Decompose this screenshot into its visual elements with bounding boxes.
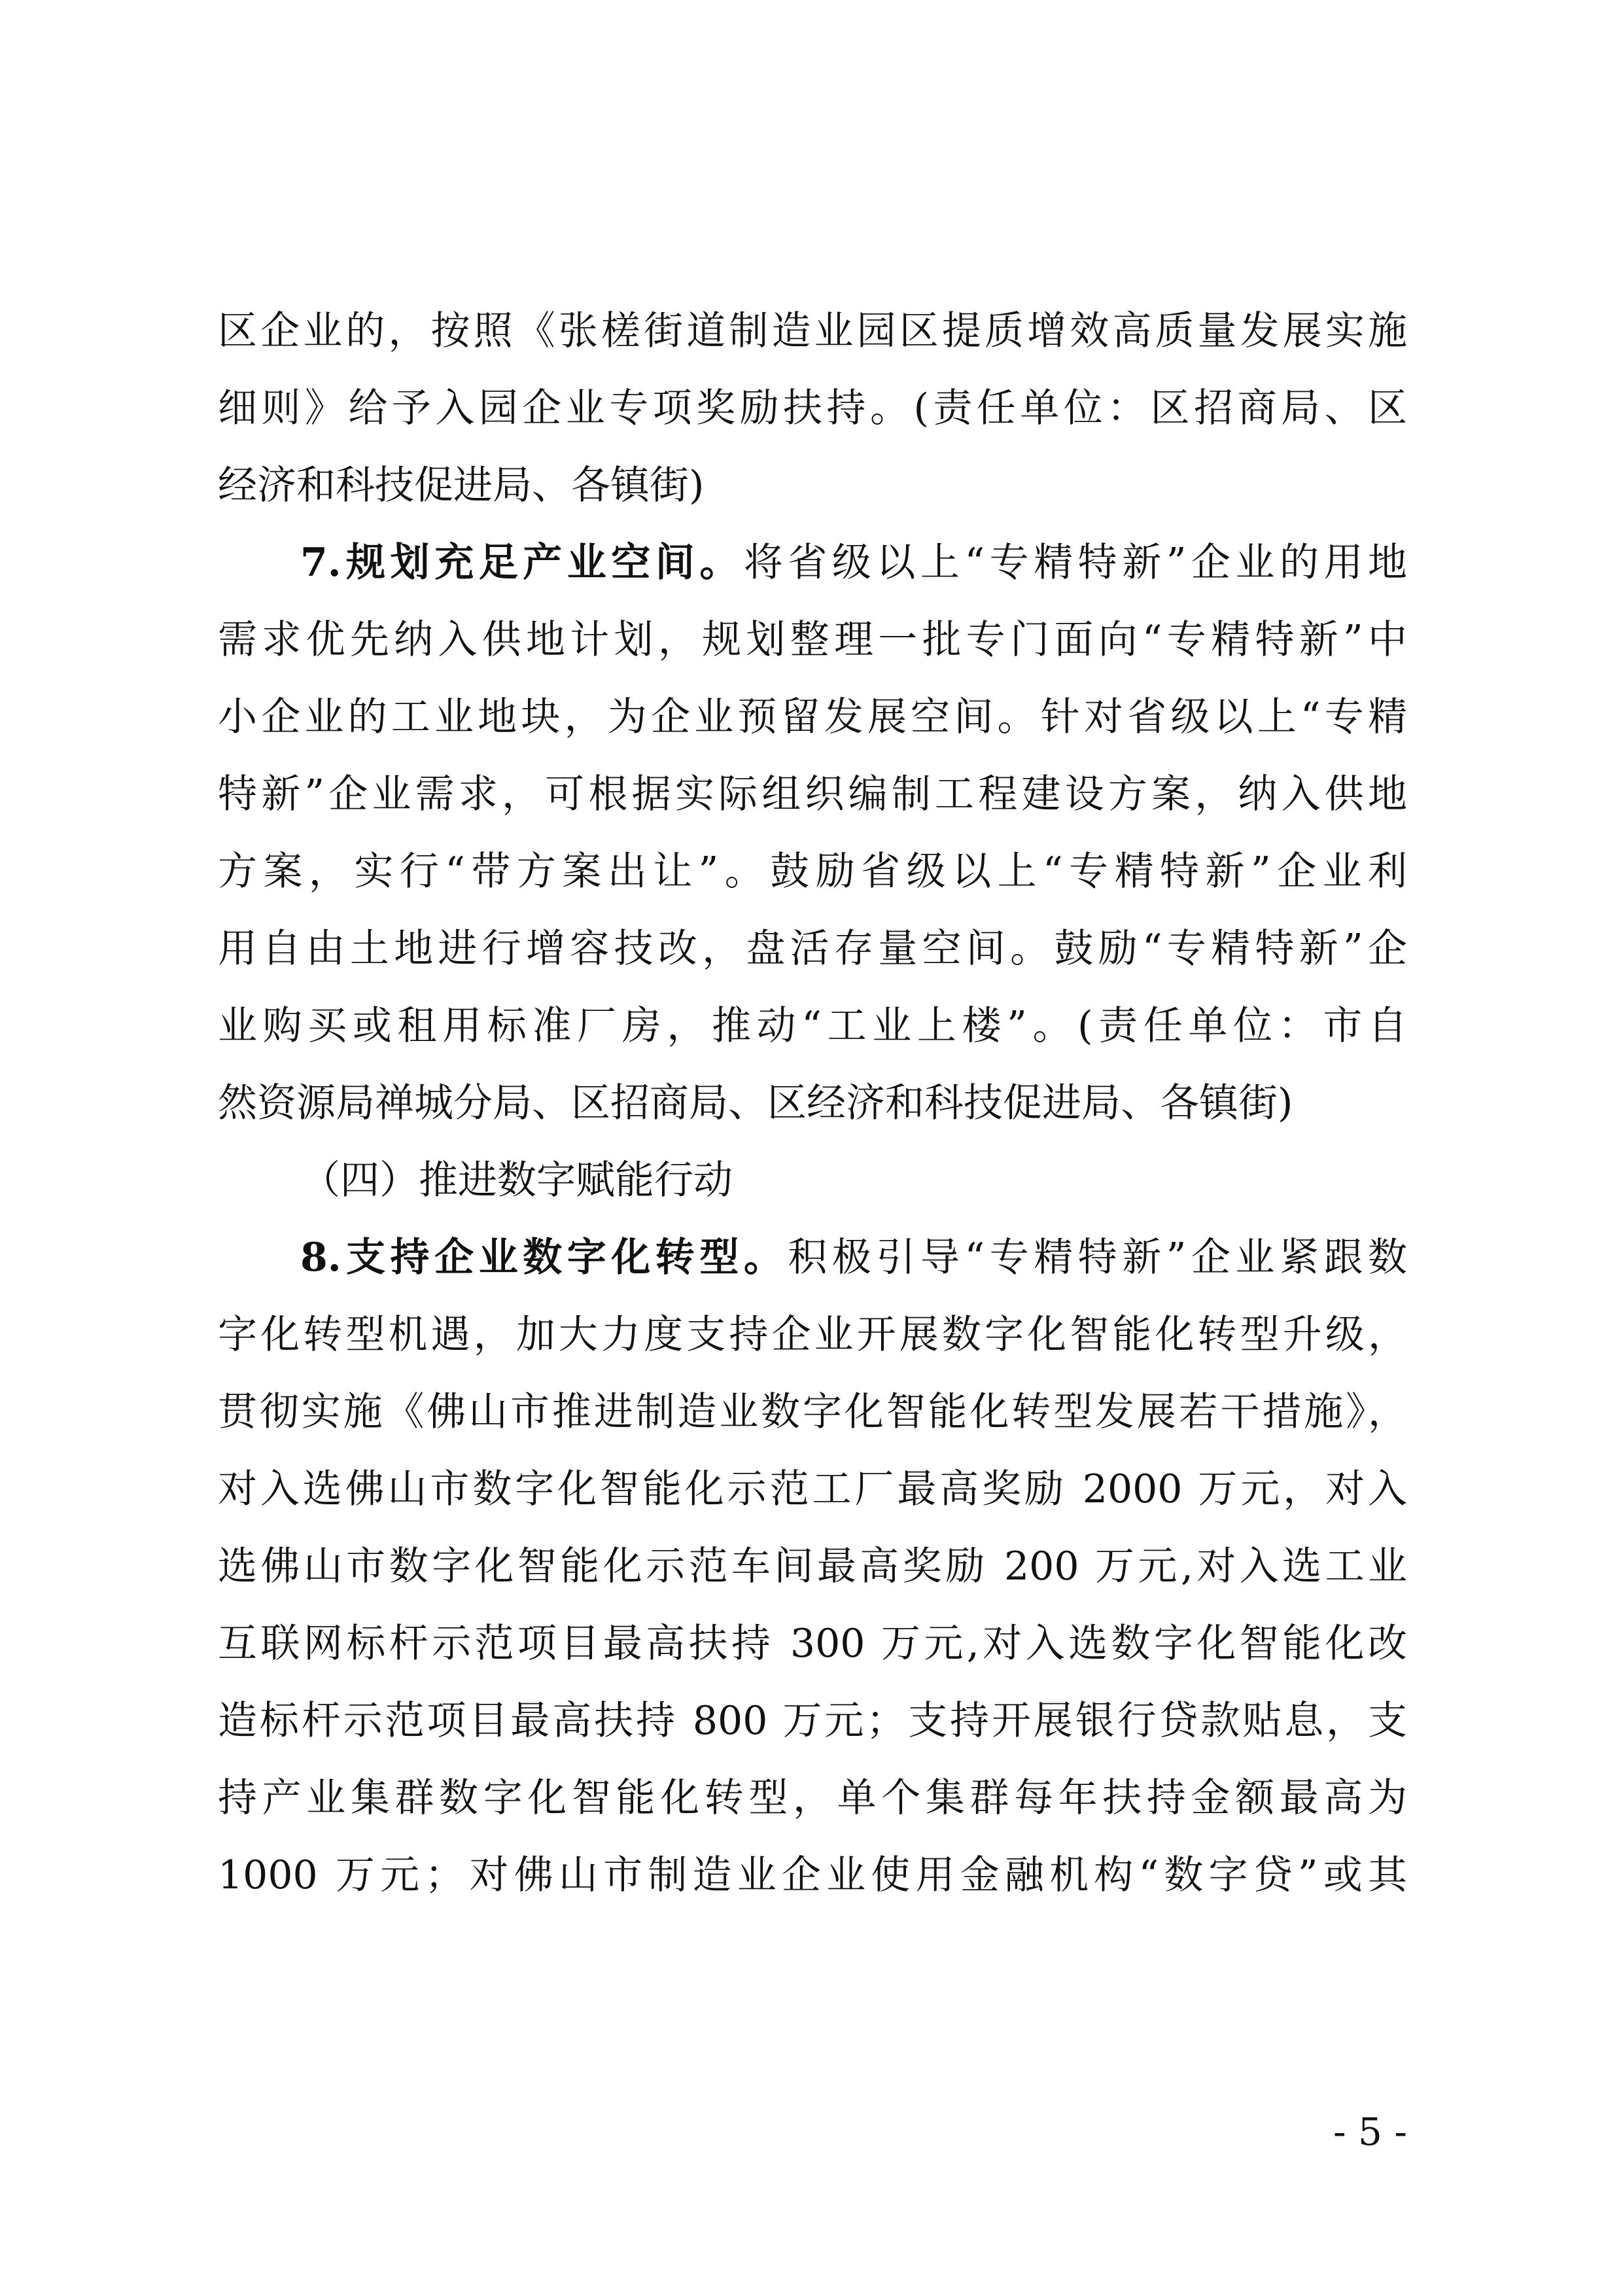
- paragraph-line: 互联网标杆示范项目最高扶持 300 万元,对入选数字化智能化改: [218, 1621, 1407, 1667]
- paragraph-line: 区企业的，按照《张槎街道制造业园区提质增效高质量发展实施: [218, 308, 1407, 354]
- paragraph-line: 细则》给予入园企业专项奖励扶持。(责任单位：区招商局、区: [218, 385, 1407, 431]
- paragraph-line: 持产业集群数字化智能化转型，单个集群每年扶持金额最高为: [218, 1775, 1407, 1821]
- paragraph-first-line: [300, 1219, 1407, 1296]
- paragraph-line: 字化转型机遇，加大力度支持企业开展数字化智能化转型升级，: [218, 1312, 1407, 1358]
- paragraph-line: 造标杆示范项目最高扶持 800 万元；支持开展银行贷款贴息，支: [218, 1698, 1407, 1744]
- section-heading: （四）推进数字赋能行动: [301, 1157, 733, 1203]
- paragraph-line: 特新”企业需求，可根据实际组织编制工程建设方案，纳入供地: [218, 771, 1407, 817]
- item-heading: 7.规划充足产业空间。: [300, 540, 744, 586]
- paragraph-line: 用自由土地进行增容技改，盘活存量空间。鼓励“专精特新”企: [218, 926, 1407, 972]
- paragraph-line: 业购买或租用标准厂房，推动“工业上楼”。(责任单位：市自: [218, 1003, 1407, 1049]
- paragraph-line: 需求优先纳入供地计划，规划整理一批专门面向“专精特新”中: [218, 617, 1407, 663]
- paragraph-line: 对入选佛山市数字化智能化示范工厂最高奖励 2000 万元，对入: [218, 1466, 1407, 1512]
- item-heading: 8.支持企业数字化转型。: [300, 1235, 788, 1280]
- paragraph-first-line: [300, 524, 1407, 601]
- paragraph-line: 1000 万元；对佛山市制造业企业使用金融机构“数字贷”或其: [218, 1852, 1407, 1898]
- page-number: - 5 -: [1333, 2110, 1407, 2154]
- paragraph-text: 积极引导“专精特新”企业紧跟数: [788, 1235, 1407, 1280]
- paragraph-text: 将省级以上“专精特新”企业的用地: [743, 540, 1407, 586]
- paragraph-line: 选佛山市数字化智能化示范车间最高奖励 200 万元,对入选工业: [218, 1544, 1407, 1589]
- paragraph-line: 方案，实行“带方案出让”。鼓励省级以上“专精特新”企业利: [218, 849, 1407, 894]
- paragraph-line: 然资源局禅城分局、区招商局、区经济和科技促进局、各镇街): [218, 1080, 1293, 1126]
- paragraph-line: 经济和科技促进局、各镇街): [218, 463, 705, 508]
- paragraph-line: 小企业的工业地块，为企业预留发展空间。针对省级以上“专精: [218, 694, 1407, 740]
- paragraph-line: 贯彻实施《佛山市推进制造业数字化智能化转型发展若干措施》，: [218, 1389, 1407, 1435]
